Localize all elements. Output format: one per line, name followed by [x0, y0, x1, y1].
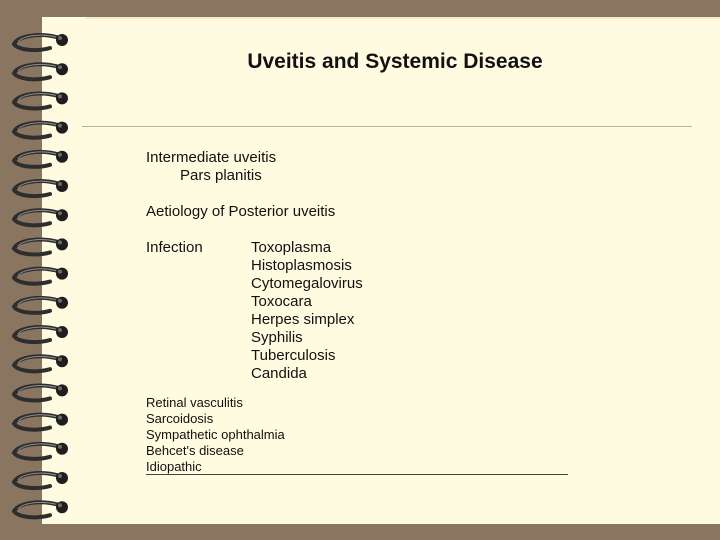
other-cause-item: Idiopathic — [146, 459, 202, 474]
spiral-binding — [0, 0, 80, 540]
infection-item: Histoplasmosis — [251, 257, 352, 274]
infection-label: Infection — [146, 239, 203, 256]
spiral-ring-icon — [14, 297, 68, 313]
infection-item: Toxoplasma — [251, 239, 332, 256]
spiral-ring-icon — [14, 180, 68, 196]
other-cause-item: Behcet's disease — [146, 443, 244, 458]
spiral-ring-icon — [14, 34, 68, 50]
infection-item: Candida — [251, 365, 307, 382]
infection-item: Toxocara — [251, 293, 312, 310]
title-divider — [82, 126, 692, 127]
infection-item: Syphilis — [251, 329, 303, 346]
slide-title: Uveitis and Systemic Disease — [247, 50, 543, 73]
spiral-ring-icon — [14, 501, 68, 517]
spiral-ring-icon — [14, 326, 68, 342]
posterior-heading: Aetiology of Posterior uveitis — [146, 203, 336, 220]
spiral-ring-icon — [14, 443, 68, 459]
spiral-ring-icon — [14, 151, 68, 167]
spiral-ring-icon — [14, 92, 68, 108]
spiral-ring-icon — [14, 384, 68, 400]
spiral-ring-icon — [14, 122, 68, 138]
spiral-ring-icon — [14, 355, 68, 371]
notebook-page — [42, 17, 720, 524]
intermediate-subitem: Pars planitis — [180, 167, 262, 184]
other-cause-item: Retinal vasculitis — [146, 395, 243, 410]
spiral-ring-icon — [14, 414, 68, 430]
spiral-ring-icon — [14, 472, 68, 488]
spiral-ring-icon — [14, 268, 68, 284]
infection-item: Cytomegalovirus — [251, 275, 363, 292]
page-edge — [86, 17, 720, 19]
infection-item: Tuberculosis — [251, 347, 336, 364]
spiral-ring-icon — [14, 209, 68, 225]
other-cause-item: Sympathetic ophthalmia — [146, 427, 285, 442]
bottom-divider — [146, 474, 568, 475]
other-cause-item: Sarcoidosis — [146, 411, 214, 426]
spiral-ring-icon — [14, 238, 68, 254]
infection-item: Herpes simplex — [251, 311, 355, 328]
intermediate-heading: Intermediate uveitis — [146, 149, 277, 166]
